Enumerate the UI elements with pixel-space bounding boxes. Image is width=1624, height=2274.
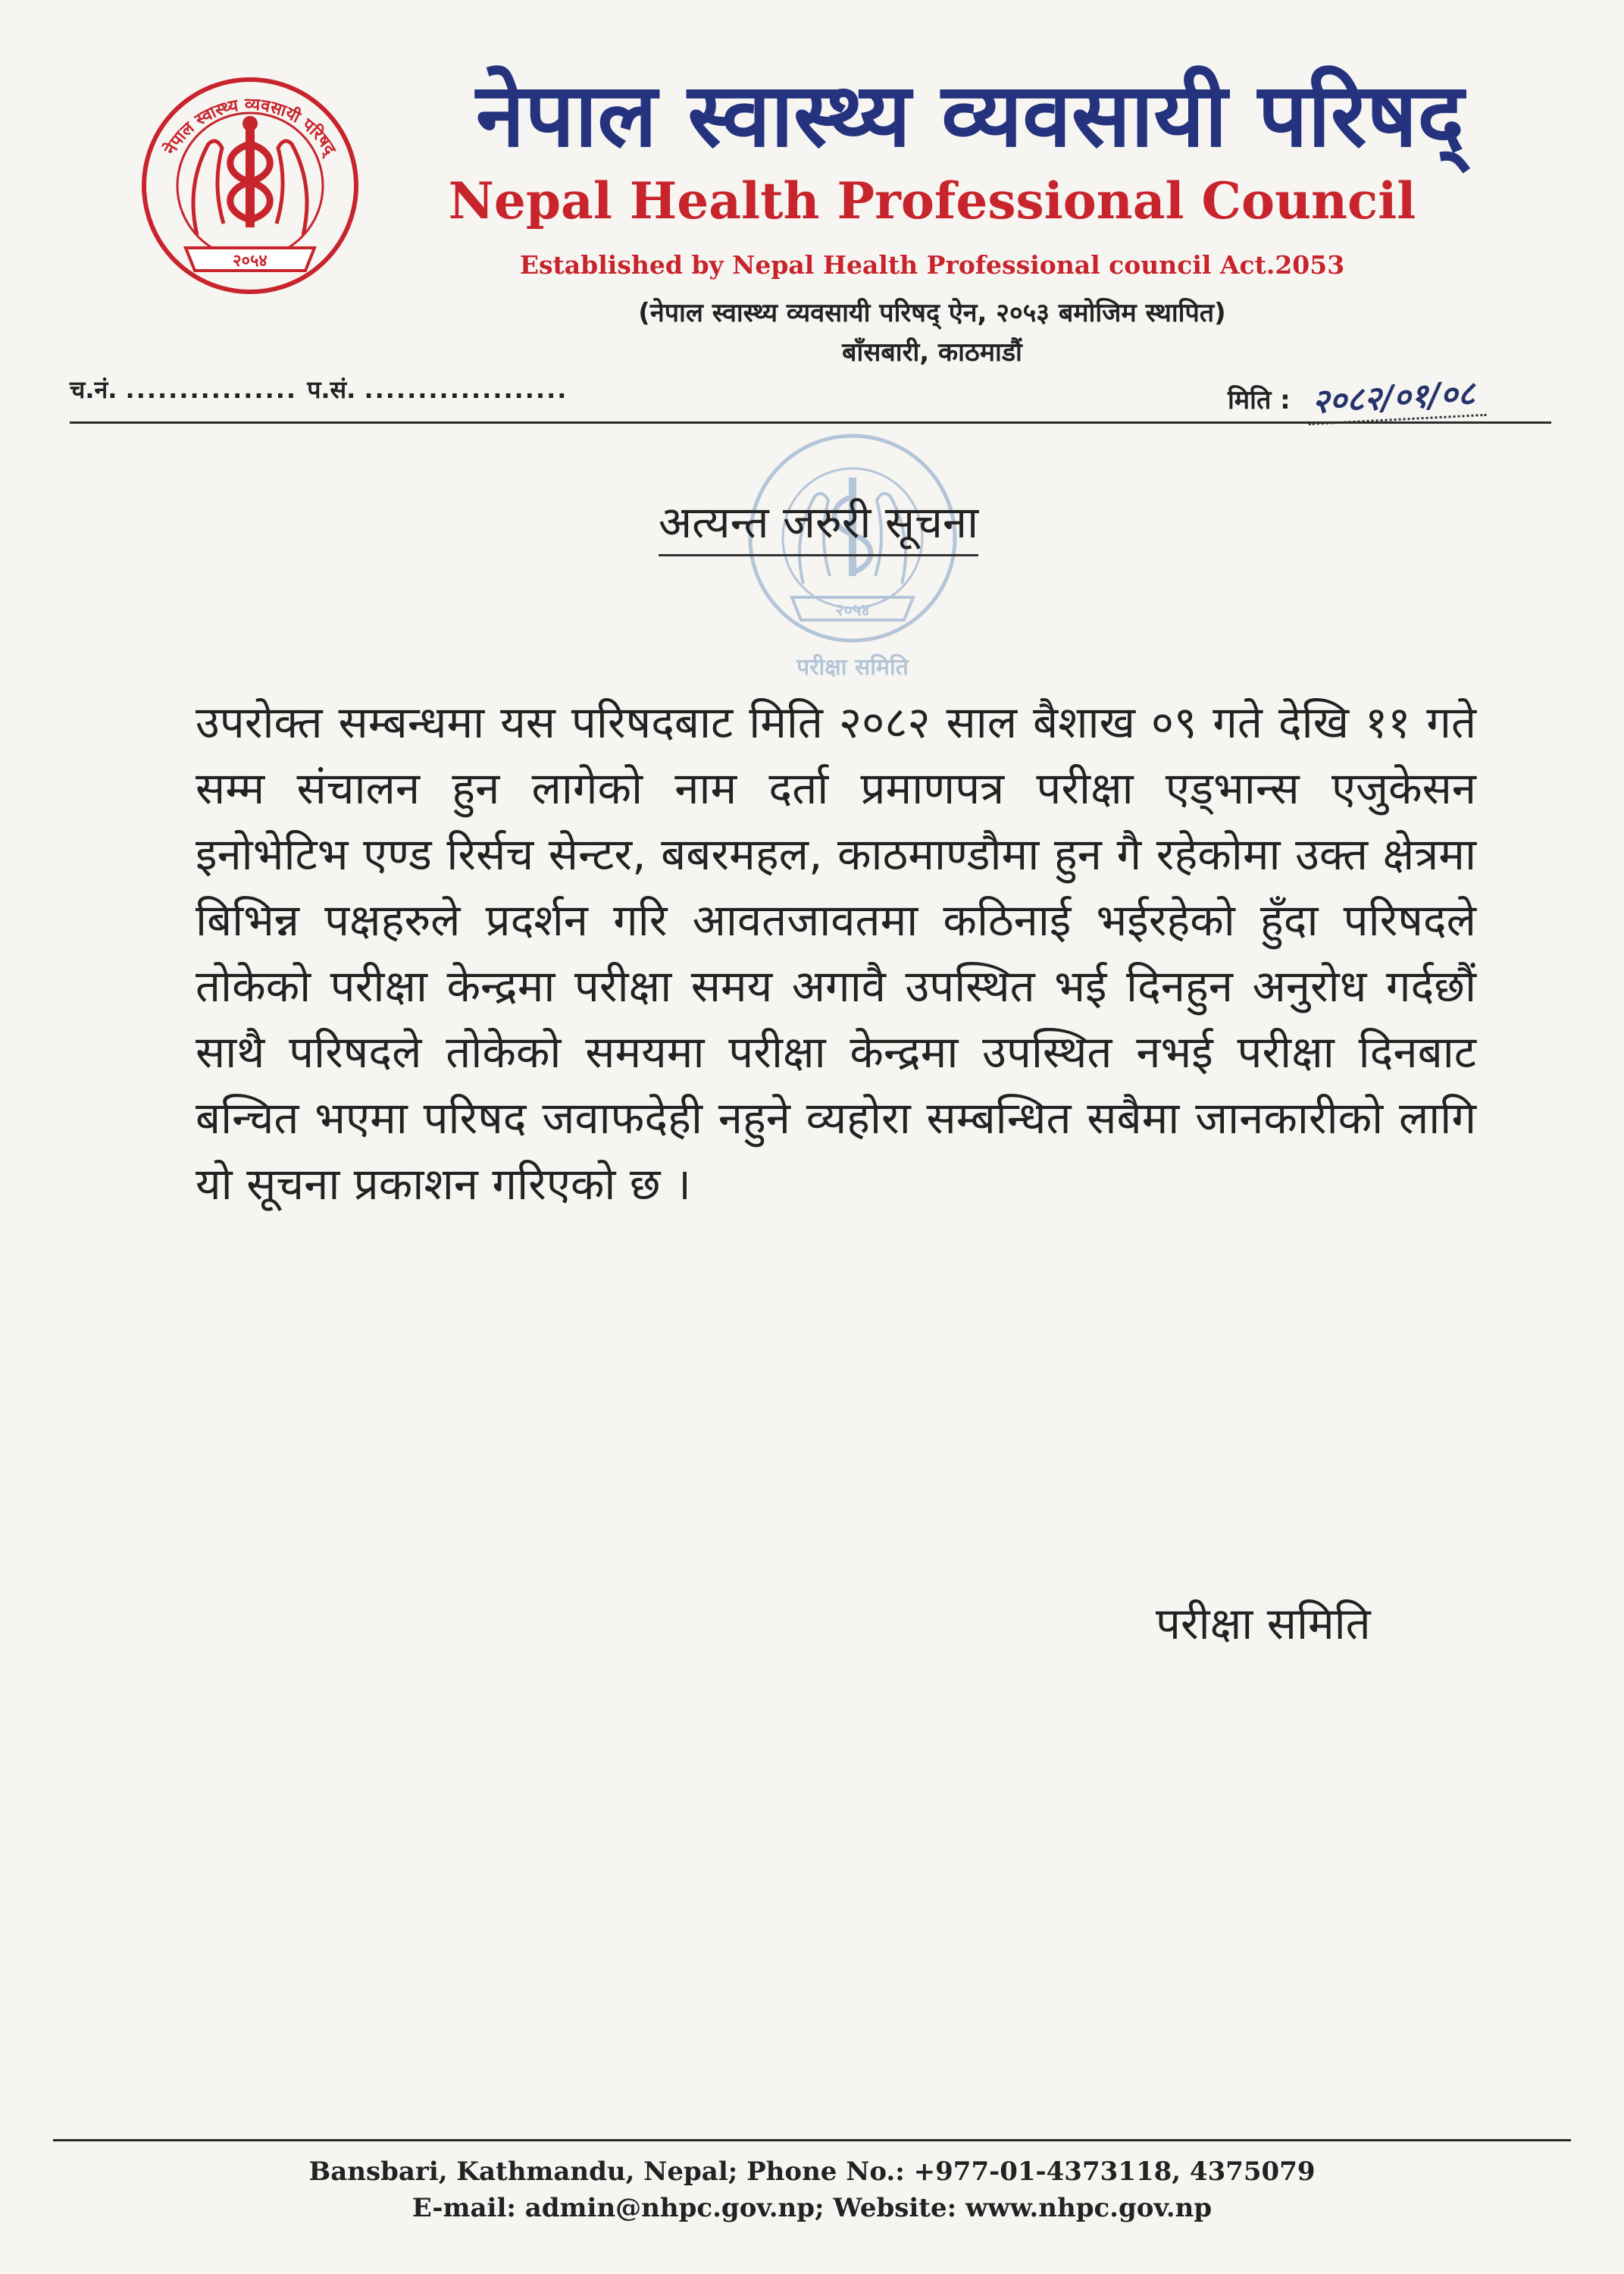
established-line: Established by Nepal Health Professional council Act.2053	[519, 250, 1345, 280]
exam-committee-stamp	[739, 424, 966, 697]
footer-divider	[53, 2139, 1571, 2141]
cha-no-label: च.नं.	[70, 375, 117, 404]
date-value: २०८२/०१/०८	[1306, 368, 1486, 425]
footer-email-website: E-mail: admin@nhpc.gov.np; Website: www.nhpc.gov.np	[411, 2193, 1213, 2223]
address-nepali: बाँसबारी, काठमाडौं	[842, 337, 1022, 368]
logo-ring-text: नेपाल स्वास्थ्य व्यवसायी परिषद्	[161, 95, 340, 158]
header-divider	[70, 421, 1551, 424]
date-row	[1228, 373, 1485, 421]
notice-title-text: अत्यन्त जरुरी सूचना	[659, 496, 978, 556]
act-line-nepali: (नेपाल स्वास्थ्य व्यवसायी परिषद् ऐन, २०५३ बमोजिम स्थापित)	[638, 298, 1226, 328]
notice-body: उपरोक्त सम्बन्धमा यस परिषदबाट मिति २०८२ साल बैशाख ०९ गते देखि ११ गते सम्म संचालन हुन लागेको नाम दर्ता प्रमाणपत्र परीक्षा एड्भान्स एजुकेसन इनोभेटिभ एण्ड रिर्सच सेन्टर, बबरमहल, काठमाण्डौमा हुन गै रहेकोमा उक्त क्षेत्रमा बिभिन्न पक्षहरुले प्रदर्शन गरि आवतजावतमा कठिनाई भईरहेको हुँदा परिषदले तोकेको परीक्षा केन्द्रमा परीक्षा समय अगावै उपस्थित भई दिनहुन अनुरोध गर्दछौं साथै परिषदले तोकेको समयमा परीक्षा केन्द्रमा उपस्थित नभई परीक्षा दिनबाट बन्चित भएमा परिषद जवाफदेही नहुने व्यहोरा सम्बन्धित सबैमा जानकारीको लागि यो सूचना प्रकाशन गरिएको छ ।	[196, 697, 1476, 1210]
council-name-english: Nepal Health Professional Council	[448, 171, 1416, 230]
date-label: मिति :	[1228, 385, 1291, 415]
notice-title	[576, 496, 1061, 556]
logo-year: २०५४	[233, 252, 268, 271]
reference-row: च.नं. ................ प.सं. ...................	[70, 375, 568, 404]
stamp-label: परीक्षा समिति	[796, 654, 909, 681]
council-name-nepali: नेपाल स्वास्थ्य व्यवसायी परिषद्	[476, 64, 1464, 167]
footer-contact: Bansbari, Kathmandu, Nepal; Phone No.: +977-01-4373118, 4375079	[308, 2157, 1316, 2187]
signature-exam-committee: परीक्षा समिति	[1156, 1598, 1371, 1649]
stamp-year: २०५४	[835, 601, 870, 620]
council-logo	[133, 72, 368, 299]
pa-sa-label: प.सं.	[307, 375, 356, 404]
